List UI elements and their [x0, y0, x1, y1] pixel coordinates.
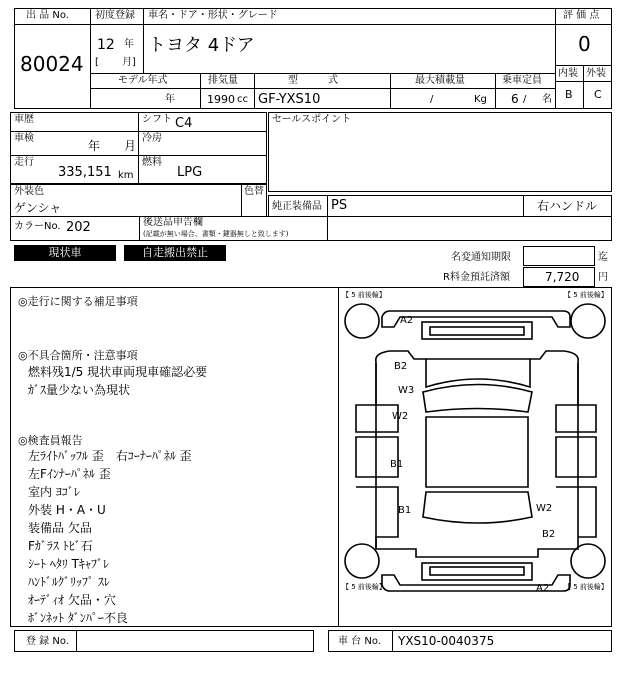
inspector-line: ｼｰﾄ ﾍﾀﾘ Tｷｬﾌﾞﾚ: [28, 557, 109, 571]
inspector-line: 左ﾗｲﾄﾊﾞｯﾌﾙ 歪 右ｺｰﾅｰﾊﾟﾈﾙ 歪: [28, 449, 192, 463]
car-name-label: 車名・ドア・形状・グレード: [148, 10, 278, 21]
model-year-unit: 年: [165, 94, 175, 105]
inspection-label: 車検: [14, 133, 34, 144]
damage-mark: B2: [394, 361, 408, 372]
first-reg-month-open: [: [95, 57, 99, 68]
model-year-label: モデル年式: [118, 75, 168, 86]
shift-label: シフト: [142, 114, 172, 125]
interior-label: 内装: [558, 68, 578, 79]
inspector-line: ｵｰﾃﾞｨｵ 欠品・穴: [28, 593, 116, 607]
color-label: 外装色: [14, 186, 44, 197]
color-no-label: カラーNo.: [14, 221, 61, 232]
color-value: ゲンシャ: [14, 201, 62, 215]
exterior-grade: C: [594, 88, 602, 101]
later-items-label: 後送品申告欄: [143, 217, 203, 228]
lot-number-label: 出 品 No.: [26, 10, 69, 21]
inspector-line: ﾊﾝﾄﾞﾙｸﾞﾘｯﾌﾟ ｽﾚ: [28, 575, 110, 589]
inspection-year-unit: 年: [88, 139, 101, 153]
ac-label: 冷房: [142, 133, 162, 144]
later-items-note: (記載が無い場合、書類・鍵器無しと致します): [143, 230, 289, 238]
capacity-unit: 名: [542, 94, 552, 105]
fuel-value: LPG: [177, 165, 203, 180]
capacity-value: 6: [511, 92, 519, 106]
grade-label: 評 価 点: [563, 10, 600, 21]
inspector-line: 装備品 欠品: [28, 521, 92, 535]
inspector-title: ◎検査員報告: [18, 434, 83, 447]
defects-title: ◎不具合箇所・注意事項: [18, 349, 138, 362]
defect-line: ｶﾞｽ量少ない為現状: [28, 383, 131, 397]
capacity-sep: /: [523, 94, 527, 105]
mileage-value: 335,151: [58, 165, 112, 180]
recycle-fee-value: 7,720: [545, 270, 580, 284]
displacement-value: 1990: [207, 93, 235, 106]
driving-notes-title: ◎走行に関する補足事項: [18, 295, 138, 308]
chassis-no-label: 車 台 No.: [338, 636, 381, 647]
interior-grade: B: [565, 88, 573, 101]
max-load-unit: Kg: [474, 94, 487, 105]
corner-label-br: 【 5 前後輪】: [564, 583, 608, 591]
inspector-line: 外装 H・A・U: [28, 503, 106, 517]
first-reg-month-unit: 月]: [122, 57, 136, 68]
lot-number: 80024: [20, 52, 84, 76]
damage-mark: W2: [536, 503, 553, 514]
equipment-label: 純正装備品: [272, 201, 322, 212]
name-change-deadline-label: 名変通知期限: [451, 252, 511, 263]
damage-mark: B1: [390, 459, 404, 470]
displacement-label: 排気量: [208, 75, 238, 86]
model-type-label: 型 式: [288, 75, 338, 86]
first-reg-year-unit: 年: [124, 39, 134, 50]
name-change-deadline-box: [523, 246, 595, 266]
corner-label-tl: 【 5 前後輪】: [342, 291, 386, 299]
inspection-month-unit: 月: [124, 139, 137, 153]
sales-point-label: セールスポイント: [272, 114, 352, 125]
car-name: トヨタ 4ドア: [148, 35, 255, 56]
equipment-value: PS: [331, 198, 348, 213]
history-label: 車歴: [14, 114, 34, 125]
corner-label-bl: 【 5 前後輪】: [342, 583, 386, 591]
max-load-sep: /: [430, 94, 434, 105]
car-damage-diagram: [338, 287, 612, 627]
displacement-unit: cc: [237, 94, 248, 105]
color-no-value: 202: [66, 220, 91, 235]
color-change-label: 色替: [244, 186, 264, 197]
damage-mark: A2: [400, 315, 414, 326]
chassis-no-value: YXS10-0040375: [398, 634, 495, 648]
inspector-line: 室内 ﾖｺﾞﾚ: [28, 485, 80, 499]
name-change-deadline-unit: 迄: [598, 252, 608, 263]
handle-position: 右ハンドル: [537, 199, 598, 213]
mileage-label: 走行: [14, 157, 34, 168]
corner-label-tr: 【 5 前後輪】: [564, 291, 608, 299]
model-code: GF-YXS10: [258, 92, 321, 107]
capacity-label: 乗車定員: [502, 75, 542, 86]
damage-mark: W2: [392, 411, 409, 422]
inspector-line: 左Fｲﾝﾅｰﾊﾟﾈﾙ 歪: [28, 467, 111, 481]
recycle-fee-unit: 円: [598, 272, 608, 283]
damage-mark: W3: [398, 385, 415, 396]
inspector-line: Fｶﾞﾗｽ ﾄﾋﾞ石: [28, 539, 93, 553]
shift-value: C4: [175, 116, 193, 131]
grade-value: 0: [578, 32, 591, 56]
inspector-line: ﾎﾞﾝﾈｯﾄ ﾀﾞﾝﾊﾟｰ不良: [28, 611, 128, 625]
damage-mark: B1: [398, 505, 412, 516]
registration-no-label: 登 録 No.: [26, 636, 69, 647]
mileage-unit: km: [118, 170, 134, 181]
no-self-drive-badge: 自走搬出禁止: [124, 245, 226, 261]
recycle-fee-label: R料金預託済額: [443, 272, 510, 283]
first-reg-label: 初度登録: [95, 10, 135, 21]
first-reg-year: 12: [97, 37, 115, 53]
current-condition-badge: 現状車: [14, 245, 116, 261]
damage-mark: B2: [542, 529, 556, 540]
fuel-label: 燃料: [142, 157, 162, 168]
defect-line: 燃料残1/5 現状車両現車確認必要: [28, 365, 208, 379]
exterior-label: 外装: [586, 68, 606, 79]
max-load-label: 最大積載量: [415, 75, 465, 86]
damage-mark: A2: [536, 583, 550, 594]
